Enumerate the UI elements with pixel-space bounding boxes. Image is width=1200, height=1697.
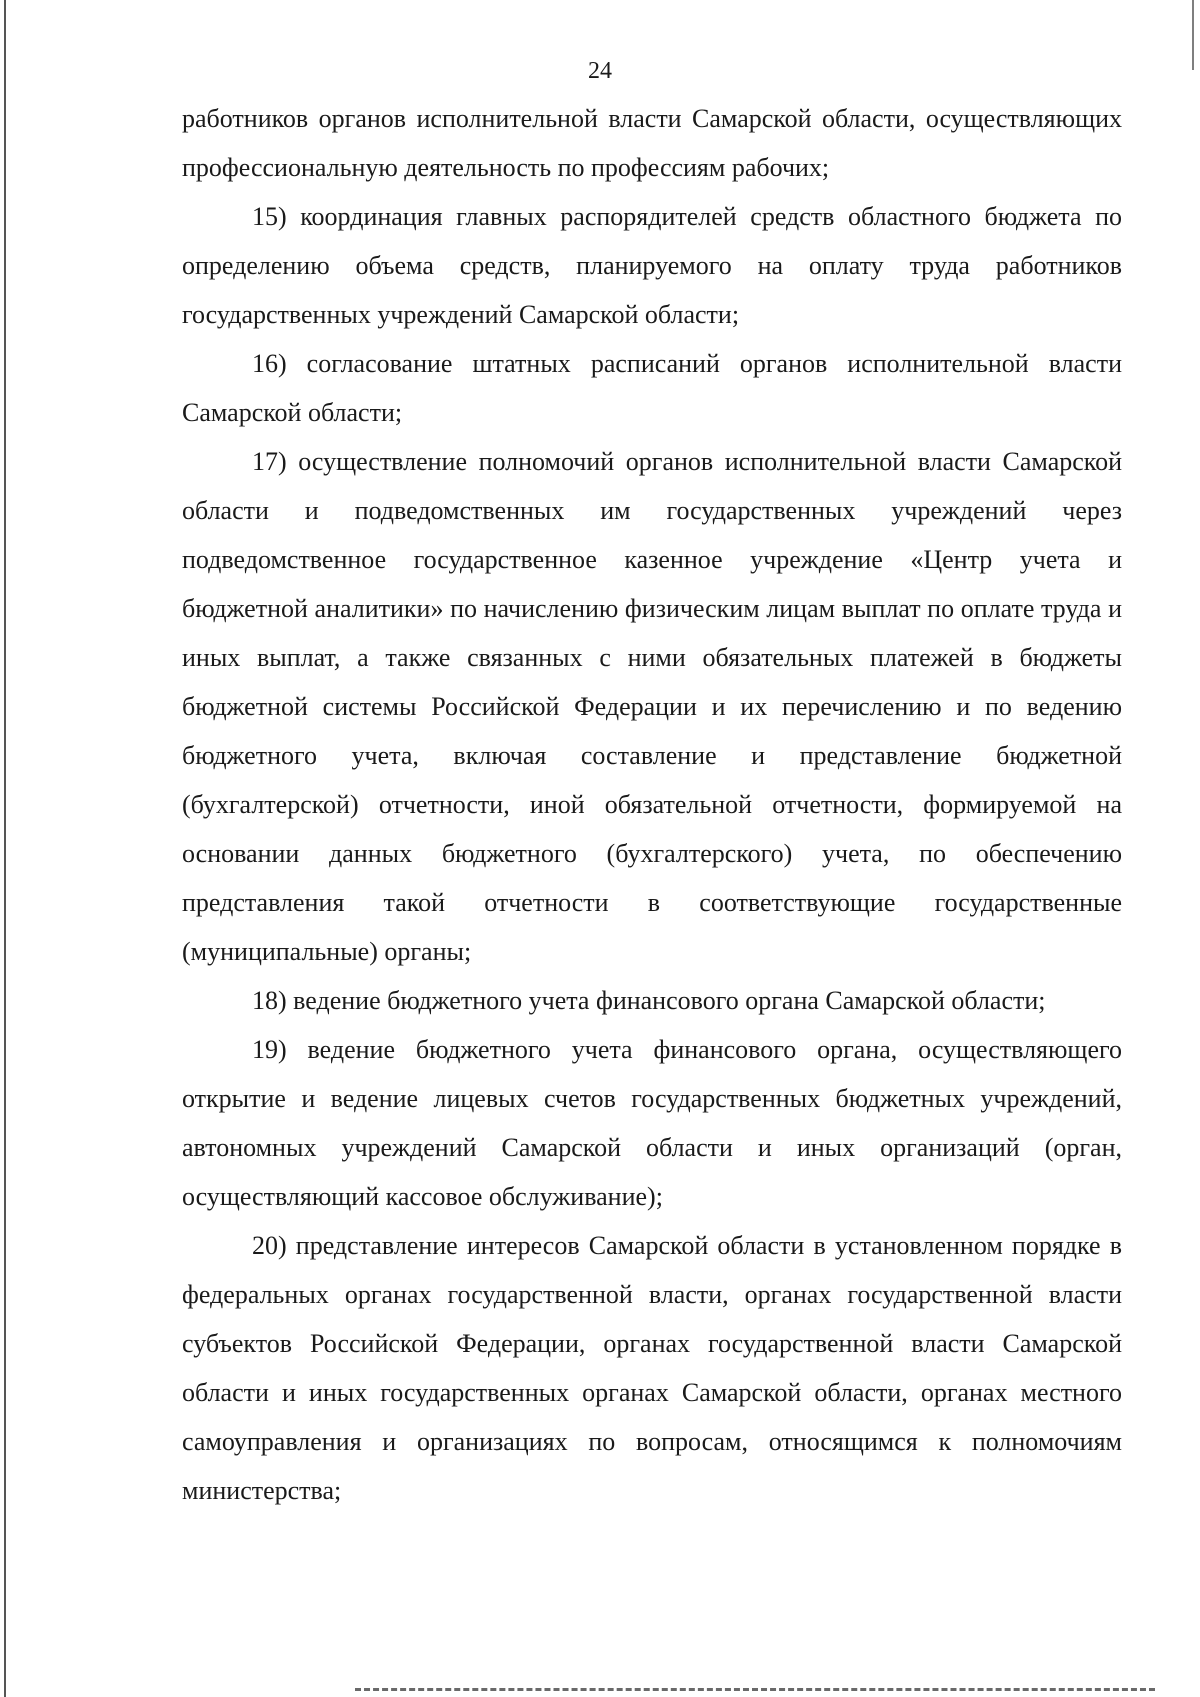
paragraph-item-16: 16) согласование штатных расписаний органов исполнительной власти Самарской области;	[182, 349, 1122, 427]
paragraph-item-18: 18) ведение бюджетного учета финансового органа Самарской области;	[252, 986, 1046, 1015]
scan-bottom-line	[355, 1688, 1155, 1691]
page-number: 24	[588, 58, 612, 84]
paragraph-item-19: 19) ведение бюджетного учета финансового органа, осуществляющего открытие и ведение лицевых счетов государственных бюджетных учреждений, автономных учреждений Самарской области и иных организаций (орган, осуществляющий кассовое обслуживание);	[182, 1035, 1122, 1211]
paragraph-item-17: 17) осуществление полномочий органов исполнительной власти Самарской области и подведомственных им государственных учреждений через подведомственное государственное казенное учреждение «Центр учета и бюджетной аналитики» по начислению физическим лицам выплат по оплате труда и иных выплат, а также связанных с ними обязательных платежей в бюджеты бюджетной системы Российской Федерации и их перечислению и по ведению бюджетного учета, включая составление и представление бюджетной (бухгалтерской) отчетности, иной обязательной отчетности, формируемой на основании данных бюджетного (бухгалтерского) учета, по обеспечению представления такой отчетности в соответствующие государственные (муниципальные) органы;	[182, 447, 1122, 966]
document-body	[182, 94, 1122, 1515]
scan-edge-line	[4, 0, 6, 1697]
paragraph-item-15: 15) координация главных распорядителей средств областного бюджета по определению объема средств, планируемого на оплату труда работников государственных учреждений Самарской области;	[182, 202, 1122, 329]
paragraph-item-20: 20) представление интересов Самарской области в установленном порядке в федеральных органах государственной власти, органах государственной власти субъектов Российской Федерации, органах государственной власти Самарской области и иных государственных органах Самарской области, органах местного самоуправления и организациях по вопросам, относящимся к полномочиям министерства;	[182, 1231, 1122, 1505]
paragraph-continuation: работников органов исполнительной власти Самарской области, осуществляющих профессиональную деятельность по профессиям рабочих;	[182, 104, 1122, 182]
